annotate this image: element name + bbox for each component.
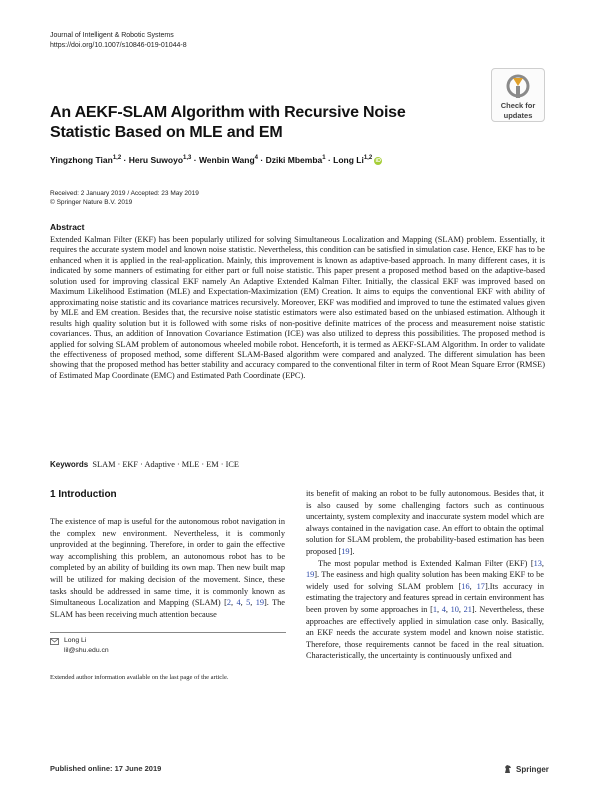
article-dates — [50, 189, 199, 207]
correspondent-email[interactable]: lil@shu.edu.cn — [64, 647, 109, 654]
keywords — [50, 460, 545, 469]
keywords-list: SLAM · EKF · Adaptive · MLE · EM · ICE — [92, 460, 239, 469]
citation-link[interactable]: 19 — [255, 598, 265, 608]
citation-link[interactable]: 19 — [306, 570, 315, 580]
author-name[interactable]: Yingzhong Tian — [50, 155, 113, 165]
citation-link[interactable]: 4 — [441, 604, 446, 614]
published-online: Published online: 17 June 2019 — [50, 764, 162, 773]
paragraph: The existence of map is useful for the autonomous robot navigation in the complex new environment. Nevertheless, it is commonly unprovided at the beginning. Therefore, in order to gain the effective way accomplishing this problem, an autonomous robot has to be completed by an ability of building its own map. Then new built map will be utilized for making decision of the movement. Since, these tasks should be addressed in same time, it is commonly known as Simultaneous Localization and Mapping (SLAM) [2, 4, 5, 19]. The SLAM has been receiving much attention because — [50, 517, 285, 619]
author-affiliation: 4 — [254, 155, 258, 162]
author-separator: · — [258, 155, 266, 165]
citation-link[interactable]: 2 — [226, 598, 231, 608]
badge-label-line1: Check for — [500, 101, 536, 110]
citation-link[interactable]: 21 — [463, 604, 472, 614]
author-separator: · — [325, 155, 334, 165]
author-name[interactable]: Long Li — [333, 155, 364, 165]
author-affiliation: 1,3 — [183, 155, 192, 162]
copyright: © Springer Nature B.V. 2019 — [50, 199, 133, 206]
journal-name: Journal of Intelligent & Robotic Systems — [50, 32, 174, 39]
author-affiliation: 1,2 — [112, 155, 122, 162]
citation-link[interactable]: 19 — [341, 546, 350, 556]
author-affiliation: 1 — [322, 155, 326, 162]
abstract-text: Extended Kalman Filter (EKF) has been popularly utilized for solving Simultaneous Localization and Mapping (SLAM) problem. Essentially, it requires the accurate system model and known noise statistic. Nevertheless, this condition can be satisfied in simulation case. Hence, EKF has to be enhanced when it is applied in the real-application. Mainly, this improvement is known as adaptive-based approach. In many different cases, it is indicated by some manners of estimating for either part or full noise statistic. This paper present a proposed method based on the adaptive-based solution used for improving classical EKF namely An Adaptive Extended Kalman Filter. Initially, the classical EKF was improved based on Maximum Likelihood Estimation (MLE) and Expectation-Maximization (EM) Creation. It aims to equips the conventional EKF with ability of approximating noise statistic and its covariance matrices recursively. Moreover, EKF was modified and improved to tune the estimated values given by MLE and EM creation. Besides that, the recursive noise statistic estimators were also estimated based on the unbiased estimation. Although it results high quality solution but it is followed with some risks of non-positive definite matrices of the process and measurement noise statistic covariances. Thus, an addition of Innovation Covariance Estimation (ICE) was also utilized to depress this possibilities. The proposed method is applied for solving SLAM problem of autonomous wheeled mobile robot. Henceforth, it is termed as AEKF-SLAM Algorithm. In order to validate the effectiveness of proposed method, some different SLAM-Based algorithm were compared and analyzed. The different simulation has been showing that the proposed method has better stability and accuracy compared to the conventional filter in term of Root Mean Square Error (RMSE) of Estimated Map Coordinate (EMC) and Estimated Path Coordinate (EPC). — [50, 235, 545, 380]
citation-link[interactable]: 1 — [432, 604, 438, 614]
citation-link[interactable]: 17 — [476, 581, 485, 591]
author-name[interactable]: Dziki Mbemba — [265, 155, 323, 165]
section-title: Introduction — [58, 489, 117, 500]
citation-link[interactable]: 5 — [246, 598, 251, 608]
abstract-heading: Abstract — [50, 222, 85, 232]
doi-link[interactable]: https://doi.org/10.1007/s10846-019-01044-8 — [50, 42, 187, 49]
citation-link[interactable]: 4 — [236, 598, 241, 608]
envelope-icon — [50, 638, 59, 645]
check-for-updates-icon — [506, 74, 530, 100]
publisher-name: Springer — [516, 765, 549, 774]
author-name[interactable]: Wenbin Wang — [198, 155, 255, 165]
springer-horse-icon — [503, 764, 513, 774]
received-accepted: Received: 2 January 2019 / Accepted: 23 May 2019 — [50, 190, 199, 197]
keywords-label: Keywords — [50, 460, 89, 469]
left-column — [50, 516, 285, 620]
footnote-rule — [50, 632, 286, 633]
paragraph: its benefit of making an robot to be fully autonomous. Besides that, it is also caused by some challenging factors such as continuous uncertainty, system complexity and inaccurate system model which are always contained in the navigation case. An effort to obtain the optimal solution for SLAM problem, the probability-based estimation has been proposed [19]. — [306, 489, 544, 556]
author-name[interactable]: Heru Suwoyo — [128, 155, 184, 165]
publisher-logo — [503, 764, 549, 774]
author-separator: · — [191, 155, 199, 165]
section-heading — [50, 489, 117, 500]
citation-link[interactable]: 10 — [450, 604, 459, 614]
author-affiliation: 1,2 — [363, 155, 373, 162]
right-column — [306, 488, 544, 662]
section-number: 1 — [50, 489, 56, 500]
paper-title: An AEKF-SLAM Algorithm with Recursive Noise Statistic Based on MLE and EM — [50, 104, 406, 141]
journal-header — [50, 31, 187, 51]
citation-link[interactable]: 16 — [461, 581, 470, 591]
check-for-updates-badge[interactable] — [491, 68, 545, 122]
paragraph: The most popular method is Extended Kalman Filter (EKF) [13, 19]. The easiness and high quality solution has been making EKF to be widely used for solving SLAM problem [16, 17].Its accuracy in estimating the trajectory and features spread in certain environment has been proven by some approaches in [1, 4, 10, 21]. Nevertheless, these approaches are effectively applied in simulation case only. Basically, an EKF needs the accurate system model and known noise statistic. Therefore, those requirements cannot be faced in the real situation. Characteristically, the uncertainty is continuously unfixed and — [306, 558, 544, 661]
orcid-icon[interactable]: iD — [375, 158, 381, 164]
correspondent-name: Long Li — [64, 637, 87, 644]
badge-label-line2: updates — [503, 111, 533, 120]
author-separator: · — [121, 155, 129, 165]
extended-author-info: Extended author information available on the last page of the article. — [50, 674, 229, 681]
citation-link[interactable]: 13 — [533, 558, 542, 568]
author-list — [50, 155, 550, 165]
